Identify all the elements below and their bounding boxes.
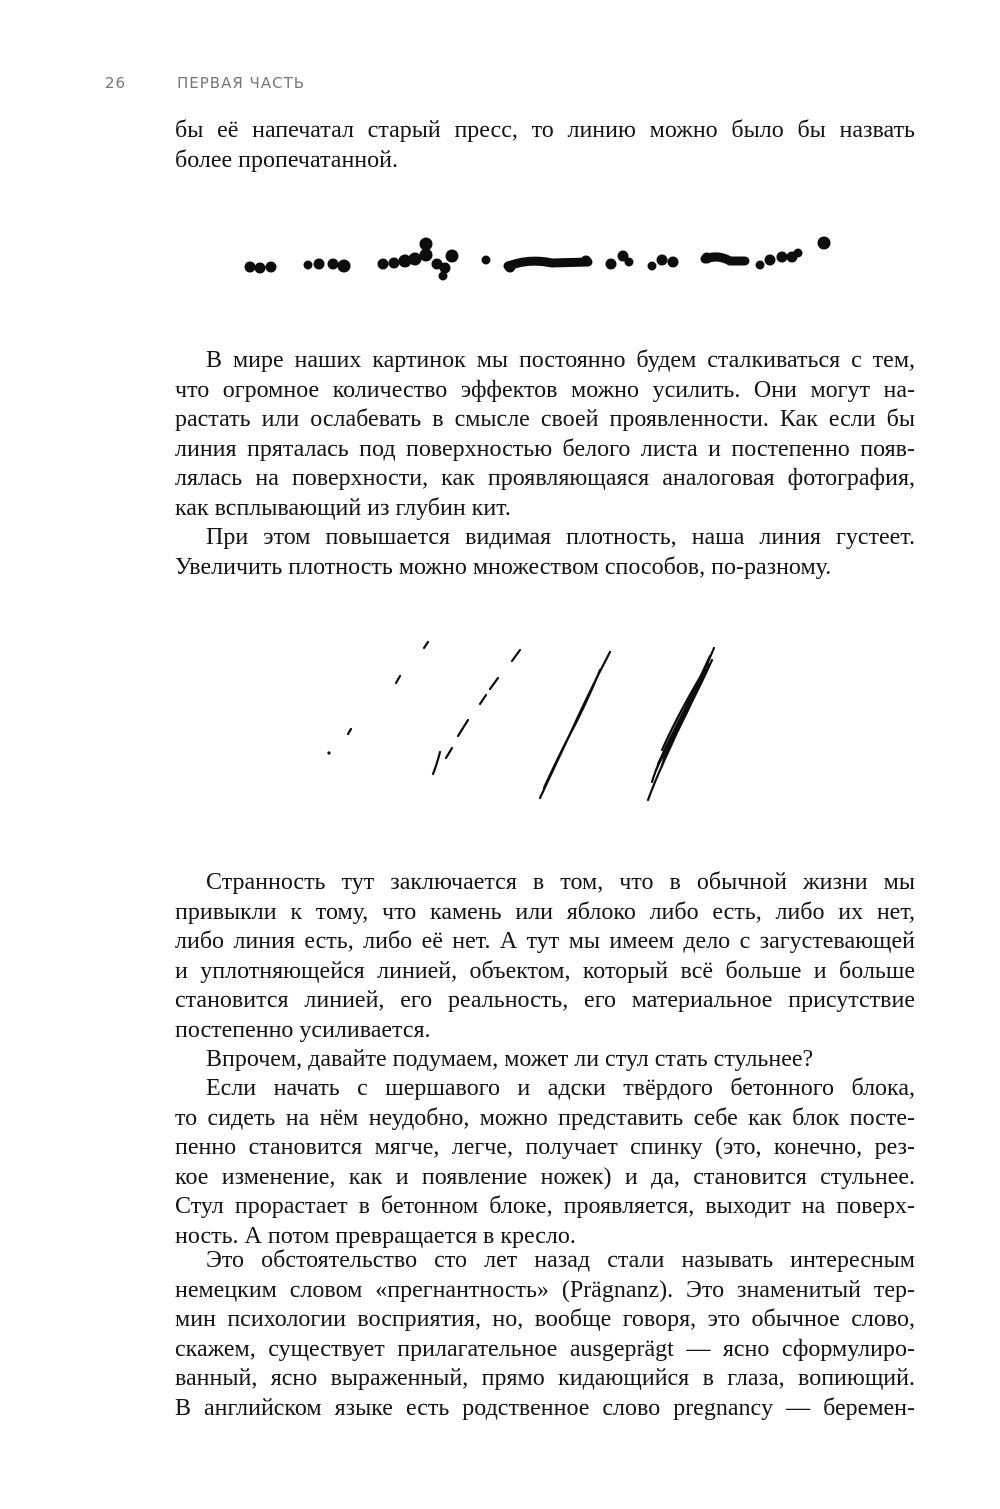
paragraph: [175, 1246, 915, 1423]
text-line: лялась на поверхности, как проявляющаяся аналоговая фотография,: [175, 465, 915, 491]
dot-group: [245, 237, 830, 280]
text-line: Стул прорастает в бетонном блоке, проявляется, выходит на поверх-: [175, 1193, 915, 1219]
line-density-illustration: [300, 630, 740, 810]
paragraph: [175, 523, 915, 582]
dashed-stroke: [433, 650, 520, 774]
text-line: Впрочем, давайте подумаем, может ли стул стать стульнее?: [206, 1046, 814, 1072]
text-line: При этом повышается видимая плотность, наша линия густеет.: [206, 524, 915, 550]
text-line: что огромное количество эффектов можно усилить. Они могут на-: [175, 376, 915, 403]
section-title: ПЕРВАЯ ЧАСТЬ: [177, 74, 306, 92]
page-number: 26: [105, 74, 127, 92]
text-line: скажем, существует прилагательное ausgeprägt — ясно сформулиро-: [175, 1335, 915, 1362]
text-line: как всплывающий из глубин кит.: [175, 494, 511, 521]
text-line: Увеличить плотность можно множеством способов, по-разному.: [175, 553, 832, 580]
text-line: и уплотняющейся линией, объектом, который всё больше и больше: [175, 957, 915, 984]
text-line: то сидеть на нём неудобно, можно представить себе как блок посте-: [175, 1104, 915, 1131]
paragraph: [175, 346, 915, 523]
text-line: мин психологии восприятия, но, вообще говоря, это обычное слово,: [175, 1306, 915, 1332]
text-line: кое изменение, как и появление ножек) и да, становится стульнее.: [175, 1163, 915, 1190]
text-line: ность. А потом превращается в кресло.: [175, 1222, 576, 1249]
paragraph-continued: [175, 116, 915, 175]
text-line: более пропечатанной.: [175, 146, 398, 173]
text-line: становится линией, его реальность, его материальное присутствие: [175, 987, 915, 1013]
text-line: привыкли к тому, что камень или яблоко либо есть, либо их нет,: [175, 898, 915, 925]
text-line: пенно становится мягче, легче, получает спинку (это, конечно, рез-: [175, 1134, 915, 1160]
paragraph: [175, 1045, 915, 1075]
text-line: либо линия есть, либо её нет. А тут мы имеем дело с загустевающей: [175, 928, 915, 954]
text-line: линия пряталась под поверхностью белого листа и постепенно появ-: [175, 435, 915, 462]
paragraph: [175, 1074, 915, 1251]
text-line: ванный, ясно выраженный, прямо кидающийся в глаза, вопиющий.: [175, 1365, 915, 1391]
text-line: Если начать с шершавого и адски твёрдого бетонного блока,: [206, 1075, 915, 1101]
text-line: немецким словом «прегнантность» (Prägnanz). Это знаменитый тер-: [175, 1276, 915, 1303]
text-line: бы её напечатал старый пресс, то линию можно было бы назвать: [175, 117, 915, 143]
sparse-stroke: [327, 642, 428, 755]
paragraph: [175, 868, 915, 1045]
text-line: растать или ослабевать в смысле своей проявленности. Как если бы: [175, 406, 915, 432]
single-stroke: [540, 652, 610, 798]
dotted-line-illustration: [240, 230, 840, 290]
text-line: В мире наших картинок мы постоянно будем сталкиваться с тем,: [206, 347, 915, 373]
text-line: постепенно усиливается.: [175, 1016, 431, 1043]
text-line: Странность тут заключается в том, что в обычной жизни мы: [206, 869, 915, 895]
text-line: В английском языке есть родственное слово pregnancy — беремен-: [175, 1394, 915, 1421]
dense-stroke: [648, 648, 714, 800]
text-line: Это обстоятельство сто лет назад стали называть интересным: [206, 1247, 915, 1273]
